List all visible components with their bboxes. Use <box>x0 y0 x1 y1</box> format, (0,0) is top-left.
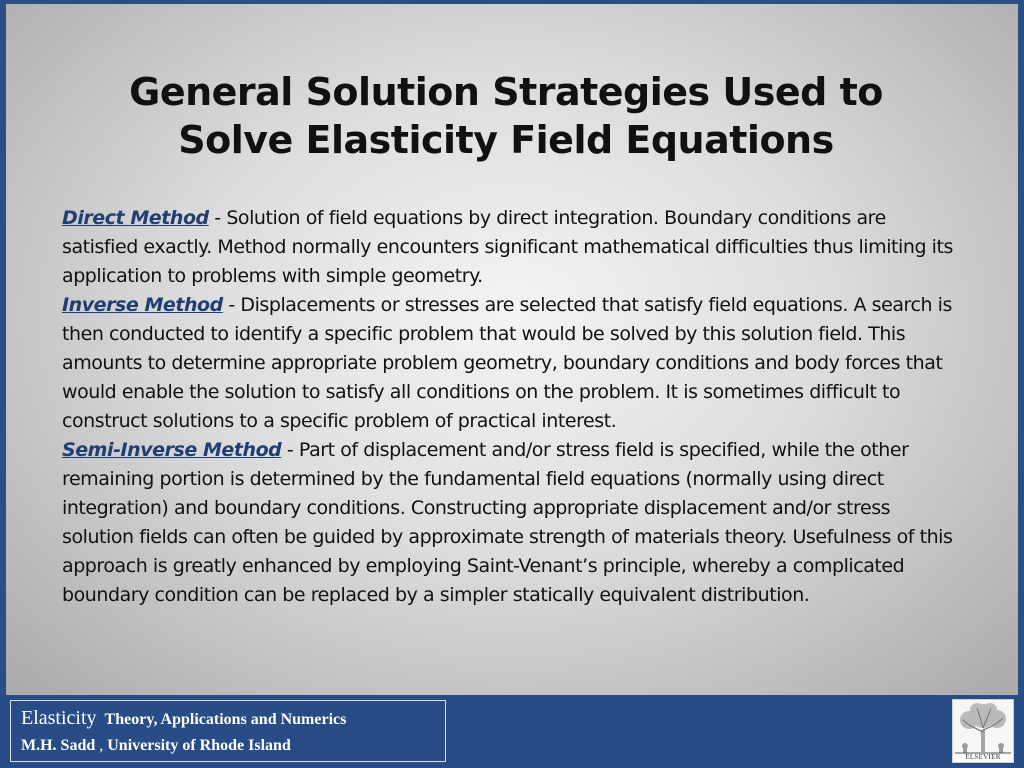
footer-bar <box>0 695 1024 768</box>
method-separator: - <box>281 439 299 461</box>
method-term: Direct Method <box>62 207 209 229</box>
tree-icon <box>953 700 1013 754</box>
method-description: Solution of field equations by direct integration. Boundary conditions are satisfied exactly. Method normally encounters significant mathematical difficulties thus limiting its application to problems with simple geometry. <box>62 207 953 287</box>
publisher-name: ELSEVIER <box>965 753 1001 761</box>
author-line <box>21 735 435 757</box>
method-inverse <box>62 291 962 436</box>
author-separator: , <box>95 737 108 754</box>
method-description: Displacements or stresses are selected that satisfy field equations. A search is then conducted to identify a specific problem that would be solved by this solution field. This amounts to determine appropriate problem geometry, boundary conditions and body forces that would enable the solution to satisfy all conditions on the problem. It is sometimes difficult to construct solutions to a specific problem of practical interest. <box>62 294 952 432</box>
title-line-1: General Solution Strategies Used to <box>129 70 883 114</box>
book-subtitle: Theory, Applications and Numerics <box>104 711 347 728</box>
method-separator: - <box>208 207 227 229</box>
slide-title <box>46 68 966 164</box>
method-semi-inverse <box>62 436 962 610</box>
method-separator: - <box>222 294 241 316</box>
method-direct <box>62 204 962 291</box>
book-title: Elasticity <box>21 707 97 729</box>
university-name: University of Rhode Island <box>107 737 291 754</box>
author-name: M.H. Sadd <box>21 737 96 754</box>
methods-list <box>62 204 962 610</box>
method-description: Part of displacement and/or stress field is specified, while the other remaining portion is determined by the fundamental field equations (normally using direct integration) and boundary conditions. Constructing appropriate displacement and/or stress solution fields can often be guided by approximate strength of materials theory. Usefulness of this approach is greatly enhanced by employing Saint-Venant’s principle, whereby a complicated boundary condition can be replaced by a simpler statically equivalent distribution. <box>62 439 953 606</box>
book-title-line <box>21 707 435 731</box>
method-term: Semi-Inverse Method <box>62 439 282 461</box>
book-credit-box <box>10 700 446 762</box>
method-term: Inverse Method <box>62 294 223 316</box>
elsevier-tree-icon <box>952 699 1014 763</box>
content-panel <box>6 4 1018 695</box>
title-line-2: Solve Elasticity Field Equations <box>178 118 834 162</box>
